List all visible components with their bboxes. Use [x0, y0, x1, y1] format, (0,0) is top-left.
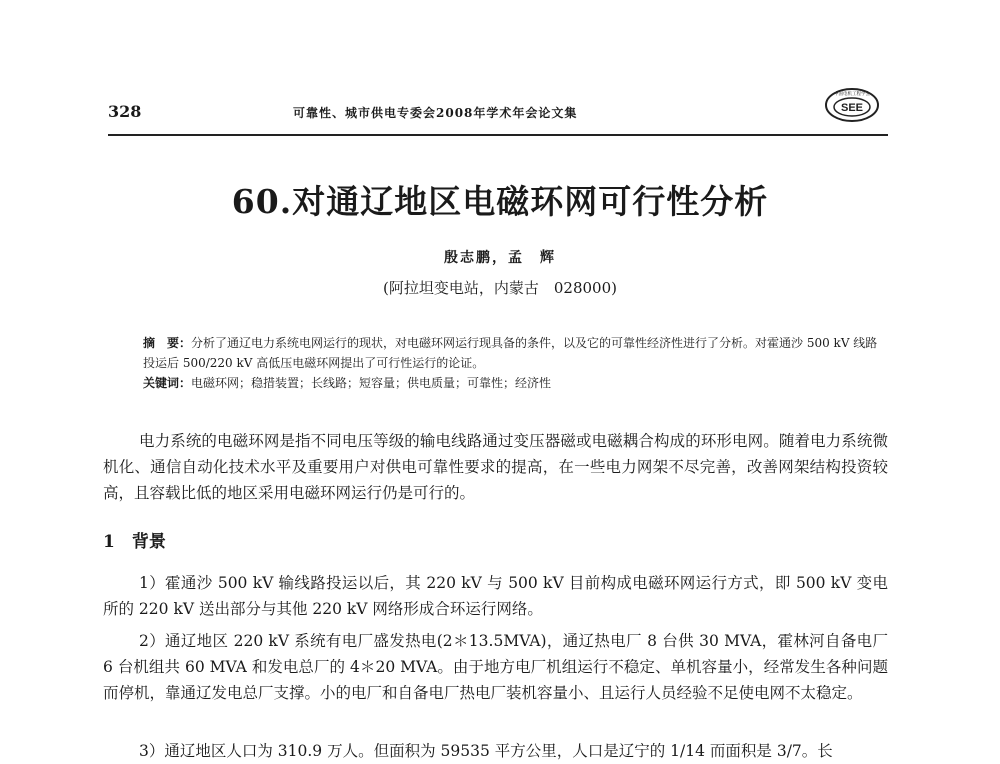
- keywords-text: 电磁环网；稳措装置；长线路；短容量；供电质量；可靠性；经济性: [191, 376, 552, 390]
- abstract-label: 摘 要：: [143, 336, 192, 350]
- logo-text: SEE: [840, 102, 864, 114]
- logo-arc-text: 中国电机工程学会: [834, 92, 870, 97]
- abstract-text: 分析了通辽电力系统电网运行的现状，对电磁环网运行现具备的条件，以及它的可靠性经济性进行了分析。对霍通沙 500 kV 线路投运后 500/220 kV 高低压电磁环网提出了可行性运行的论证。: [143, 336, 878, 370]
- keywords-paragraph: [143, 373, 883, 393]
- body-paragraph-2: 2）通辽地区 220 kV 系统有电厂盛发热电(2＊13.5MVA)，通辽热电厂 8 台供 30 MVA，霍林河自备电厂 6 台机组共 60 MVA 和发电总厂的 4＊20 MVA。由于地方电厂机组运行不稳定、单机容量小，经常发生各种问题而停机，靠通辽发电总厂支撑。小的电厂和自备电厂热电厂装机容量小、且运行人员经验不足使电网不太稳定。: [103, 632, 888, 702]
- header-rule: [108, 134, 888, 136]
- body-paragraph-1: 1）霍通沙 500 kV 输线路投运以后，其 220 kV 与 500 kV 目前构成电磁环网运行方式，即 500 kV 变电所的 220 kV 送出部分与其他 220 kV 网络形成合环运行网络。: [103, 574, 888, 618]
- paper-affiliation: (阿拉坦变电站，内蒙古 028000): [383, 279, 617, 297]
- paper-authors: 殷志鹏，孟 辉: [444, 250, 556, 266]
- paper-title: 60.对通辽地区电磁环网可行性分析: [231, 182, 769, 221]
- keywords-label: 关键词：: [143, 376, 192, 390]
- abstract-paragraph: [143, 333, 883, 373]
- page-number: 328: [108, 102, 142, 121]
- abstract-block: [143, 333, 883, 393]
- body-paragraph-3: 3）通辽地区人口为 310.9 万人。但面积为 59535 平方公里，人口是辽宁的 1/14 而面积是 3/7。长: [139, 742, 833, 760]
- page-header: [108, 92, 888, 130]
- section-heading: 1 背景: [103, 532, 166, 552]
- intro-paragraph: 电力系统的电磁环网是指不同电压等级的输电线路通过变压器磁或电磁耦合构成的环形电网。随着电力系统微机化、通信自动化技术水平及重要用户对供电可靠性要求的提高，在一些电力网架不尽完善，改善网架结构投资较高，且容载比低的地区采用电磁环网运行仍是可行的。: [103, 432, 888, 502]
- running-title: 可靠性、城市供电专委会2008年学术年会论文集: [293, 106, 578, 120]
- society-logo: [823, 84, 881, 124]
